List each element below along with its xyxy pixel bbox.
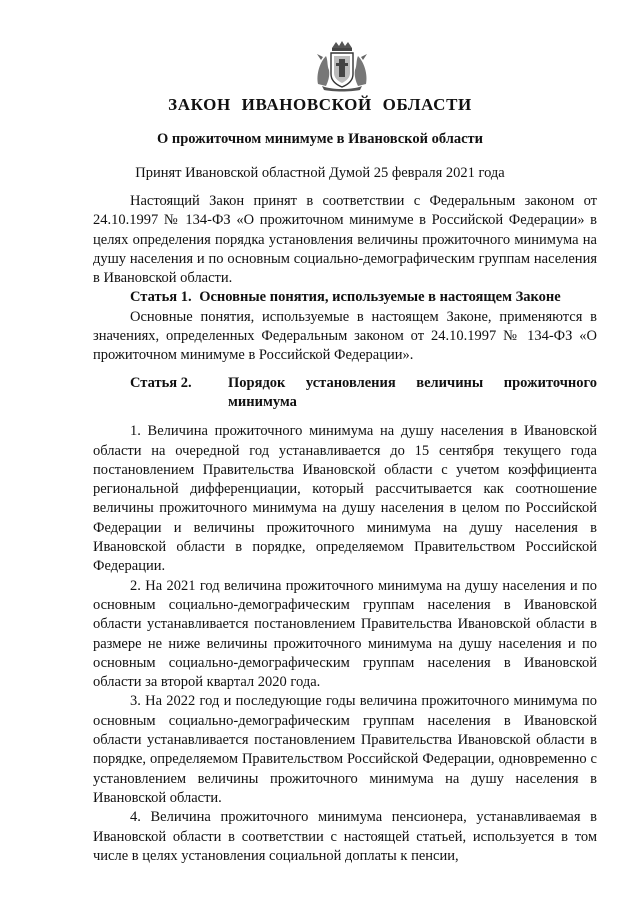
article-1-number: Статья 1. xyxy=(130,289,192,306)
document-body xyxy=(93,192,597,866)
article-2-paragraph: 2. На 2021 год величина прожиточного минимума на душу населения и по основным социально-демографическим группам населения в Ивановской области устанавливается постановлением Правительства Ивановской области в размере не ниже величины прожиточного минимума на душу населения и по основным социально-демографическим группам населения в Ивановской области за второй квартал 2020 года. xyxy=(93,577,597,691)
adoption-line: Принят Ивановской областной Думой 25 февраля 2021 года xyxy=(135,165,505,181)
preamble-paragraph: Настоящий Закон принят в соответствии с Федеральным законом от 24.10.1997 № 134-ФЗ «О прожиточном минимуме в Российской Федерации» в целях определения порядка установления величины прожиточного минимума на душу населения и по основным социально-демографическим группам населения в Ивановской области. xyxy=(93,193,597,287)
law-subtitle: О прожиточном минимуме в Ивановской области xyxy=(156,131,484,147)
ivanovo-coat-of-arms-icon xyxy=(314,40,370,92)
article-2-paragraph: 4. Величина прожиточного минимума пенсионера, устанавливаемая в Ивановской области в соответствии с настоящей статьей, используется в том числе в целях установления социальной доплаты к пенсии, xyxy=(93,809,597,864)
article-2-title: Порядок установления величины прожиточного минимума xyxy=(228,374,597,410)
law-title: ЗАКОН ИВАНОВСКОЙ ОБЛАСТИ xyxy=(168,95,472,114)
article-2-paragraph: 1. Величина прожиточного минимума на душу населения в Ивановской области на очередной год устанавливается до 15 сентября текущего года постановлением Правительства Ивановской области с учетом коэффициента региональной дифференциации, который рассчитывается как соотношение величины прожиточного минимума на душу населения в целом по Российской Федерации и величины прожиточного минимума на душу населения в Ивановской области в порядке, определяемом Правительством Российской Федерации. xyxy=(93,423,597,575)
article-2-number: Статья 2. xyxy=(130,374,192,391)
article-2-heading xyxy=(93,374,597,413)
article-1-heading xyxy=(93,288,597,307)
article-1-title: Основные понятия, используемые в настоящем Законе xyxy=(199,289,561,306)
article-1-text: Основные понятия, используемые в настоящем Законе, применяются в значениях, определенных Федеральным законом от 24.10.1997 № 134-ФЗ «О прожиточном минимуме в Российской Федерации». xyxy=(93,308,597,364)
article-2-paragraph: 3. На 2022 год и последующие годы величина прожиточного минимума по основным социально-демографическим группам населения в Ивановской области устанавливается постановлением Правительства Ивановской области в порядке, определяемом Правительством Российской Федерации, одновременно с установлением величины прожиточного минимума на душу населения в Ивановской области. xyxy=(93,693,597,806)
